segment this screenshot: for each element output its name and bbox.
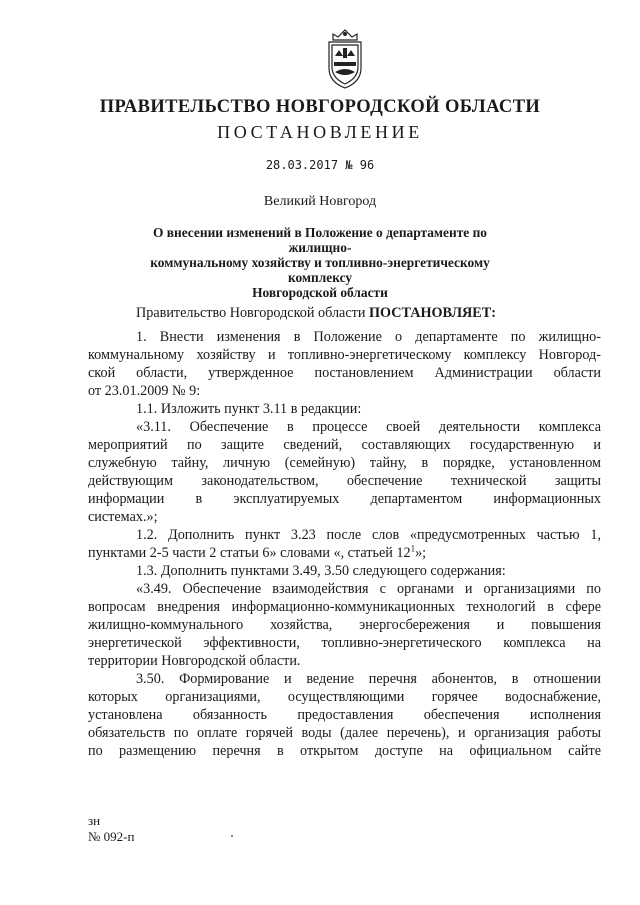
subject-line: коммунальному хозяйству и топливно-энергетическому комплексу bbox=[150, 255, 490, 285]
document-subject bbox=[120, 225, 520, 300]
city: Великий Новгород bbox=[263, 194, 377, 209]
body-line-tail: »; bbox=[415, 545, 427, 561]
body-line: территории Новгородской области. bbox=[88, 653, 301, 669]
preamble-decree: ПОСТАНОВЛЯЕТ: bbox=[368, 305, 496, 321]
org-title: ПРАВИТЕЛЬСТВО НОВГОРОДСКОЙ ОБЛАСТИ bbox=[99, 97, 541, 117]
body-line: информации в эксплуатируемых департаментом информационных bbox=[88, 491, 601, 507]
body-line: 3.50. Формирование и ведение перечня абонентов, в отношении bbox=[136, 671, 601, 687]
document-type: ПОСТАНОВЛЕНИЕ bbox=[217, 122, 423, 142]
body-line: установлена обязанность предоставления обеспечения исполнения bbox=[88, 707, 601, 723]
body-line: ской области, утвержденное постановлением Администрации области bbox=[88, 365, 601, 381]
body-line: 1.2. Дополнить пункт 3.23 после слов «предусмотренных частью 1, bbox=[136, 527, 601, 543]
body-line bbox=[88, 544, 601, 562]
preamble bbox=[88, 304, 601, 322]
body-line: 1. Внести изменения в Положение о департаменте по жилищно- bbox=[136, 329, 601, 345]
body-line: энергетической эффективности, топливно-энергетического комплекса на bbox=[88, 635, 601, 651]
body-line: от 23.01.2009 № 9: bbox=[88, 383, 201, 399]
body-line: действующим законодательством, обеспечение технической защиты bbox=[88, 473, 601, 489]
body-line: 1.1. Изложить пункт 3.11 в редакции: bbox=[136, 401, 362, 417]
body-line: «3.11. Обеспечение в процессе своей деятельности комплекса bbox=[136, 419, 601, 435]
body-line: вопросам внедрения информационно-коммуникационных технологий в сфере bbox=[88, 599, 601, 615]
body-line: жилищно-коммунального хозяйства, энергосбережения и повышения bbox=[88, 617, 601, 633]
footer bbox=[88, 813, 134, 845]
document-code: № 092-п bbox=[88, 829, 135, 844]
body-line: системах.»; bbox=[88, 509, 158, 525]
body-line: по размещению перечня в открытом доступе на официальном сайте bbox=[88, 743, 601, 759]
body-line-text: пунктами 2-5 части 2 статьи 6» словами «, статьей 12 bbox=[88, 545, 411, 561]
body-line: мероприятий по защите сведений, составляющих государственную и bbox=[88, 437, 601, 453]
preamble-text: Правительство Новгородской области bbox=[136, 305, 369, 321]
superscript: 1 bbox=[410, 543, 416, 554]
coat-of-arms-icon bbox=[319, 26, 371, 90]
body-line: «3.49. Обеспечение взаимодействия с органами и организациями по bbox=[136, 581, 601, 597]
scan-speck bbox=[231, 835, 233, 837]
executor-initials: зн bbox=[88, 813, 101, 828]
body-line: которых организациями, осуществляющими горячее водоснабжение, bbox=[88, 689, 601, 705]
document-body bbox=[88, 304, 601, 760]
date-number: 28.03.2017 № 96 bbox=[265, 158, 375, 172]
body-line: обязательств по оплате горячей воды (далее перечень), и организация работы bbox=[88, 725, 601, 741]
body-line: коммунальному хозяйству и топливно-энергетическому комплексу Новгород- bbox=[88, 347, 601, 363]
body-line: служебную тайну, личную (семейную) тайну, в порядке, установленном bbox=[88, 455, 601, 471]
subject-line: Новгородской области bbox=[252, 285, 388, 300]
body-line: 1.3. Дополнить пунктами 3.49, 3.50 следующего содержания: bbox=[136, 563, 506, 579]
subject-line: О внесении изменений в Положение о департаменте по жилищно- bbox=[152, 225, 487, 255]
